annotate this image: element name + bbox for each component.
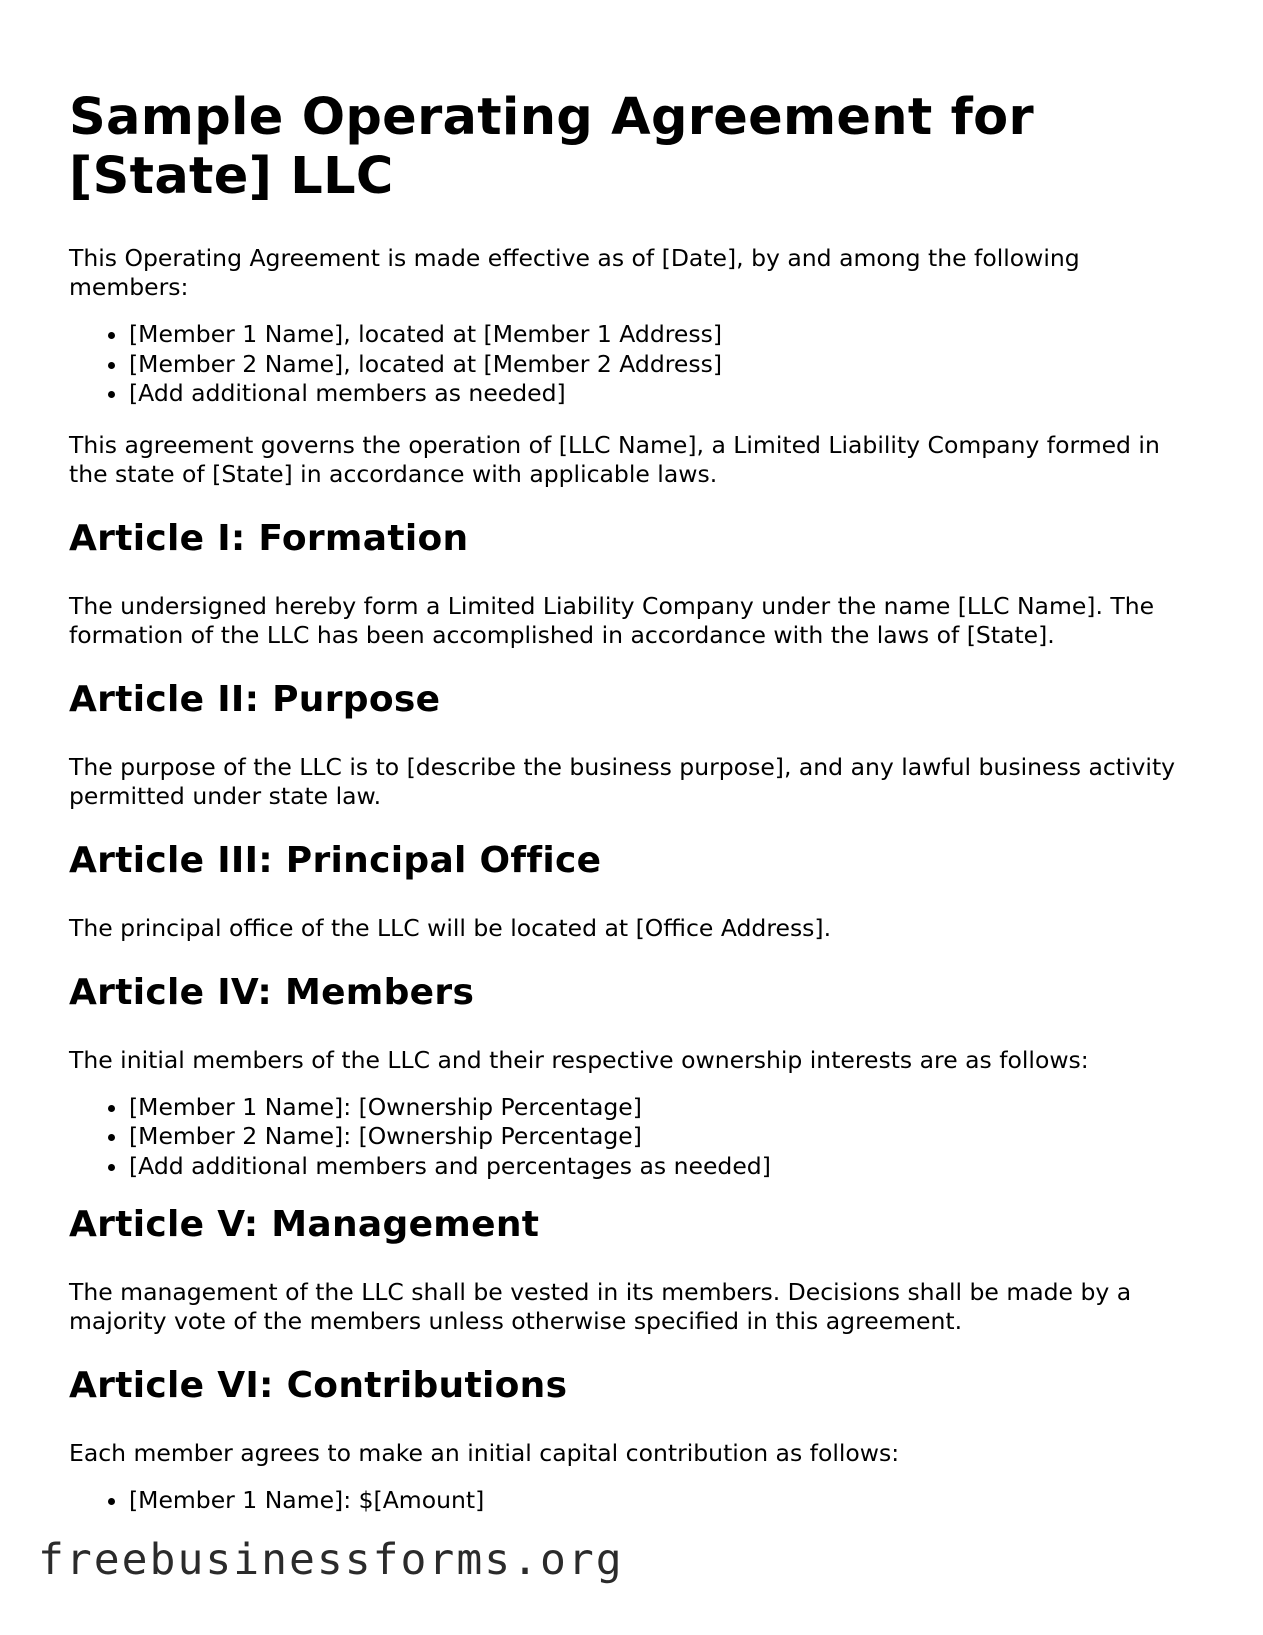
article-2-heading: Article II: Purpose [69,678,441,720]
article-5-heading: Article V: Management [69,1204,540,1245]
article-2-text: The purpose of the LLC is to [describe the business purpose], and any lawful business activity permitted under state law. [69,752,1176,810]
list-item: • [Member 2 Name]: [Ownership Percentage] [129,1122,1199,1152]
ownership-list [69,1093,1199,1182]
contributions-list [69,1486,1199,1516]
list-item: • [Add additional members and percentages as needed] [129,1152,1199,1182]
watermark: freebusinessforms.org [38,1535,624,1585]
list-item: • [Member 1 Name]: $[Amount] [129,1486,1199,1516]
article-4-heading: Article IV: Members [69,971,475,1013]
list-item: • [Member 1 Name]: [Ownership Percentage] [129,1093,1199,1123]
article-6-heading: Article VI: Contributions [69,1365,568,1406]
article-1-heading: Article I: Formation [69,517,469,559]
governs-paragraph: This agreement governs the operation of [LLC Name], a Limited Liability Company formed in the state of [State] in accordance with applicable laws. [69,430,1160,488]
document-page [69,88,1199,1538]
article-5-text: The management of the LLC shall be vested in its members. Decisions shall be made by a majority vote of the members unless otherwise specified in this agreement. [69,1278,1132,1335]
document-title: Sample Operating Agreement for [State] LLC [69,88,1034,206]
list-item: • [Add additional members as needed] [129,379,1199,409]
article-3-heading: Article III: Principal Office [69,839,602,881]
article-6-text: Each member agrees to make an initial capital contribution as follows: [69,1439,900,1467]
members-list [69,320,1199,409]
list-item: • [Member 2 Name], located at [Member 2 Address] [129,350,1199,380]
article-4-text: The initial members of the LLC and their respective ownership interests are as follows: [69,1045,1089,1074]
article-3-text: The principal office of the LLC will be located at [Office Address]. [69,913,832,942]
intro-paragraph: This Operating Agreement is made effective as of [Date], by and among the following members: [69,244,1080,301]
list-item: • [Member 1 Name], located at [Member 1 Address] [129,320,1199,350]
article-1-text: The undersigned hereby form a Limited Liability Company under the name [LLC Name]. The formation of the LLC has been accomplished in accordance with the laws of [State]. [69,591,1155,649]
